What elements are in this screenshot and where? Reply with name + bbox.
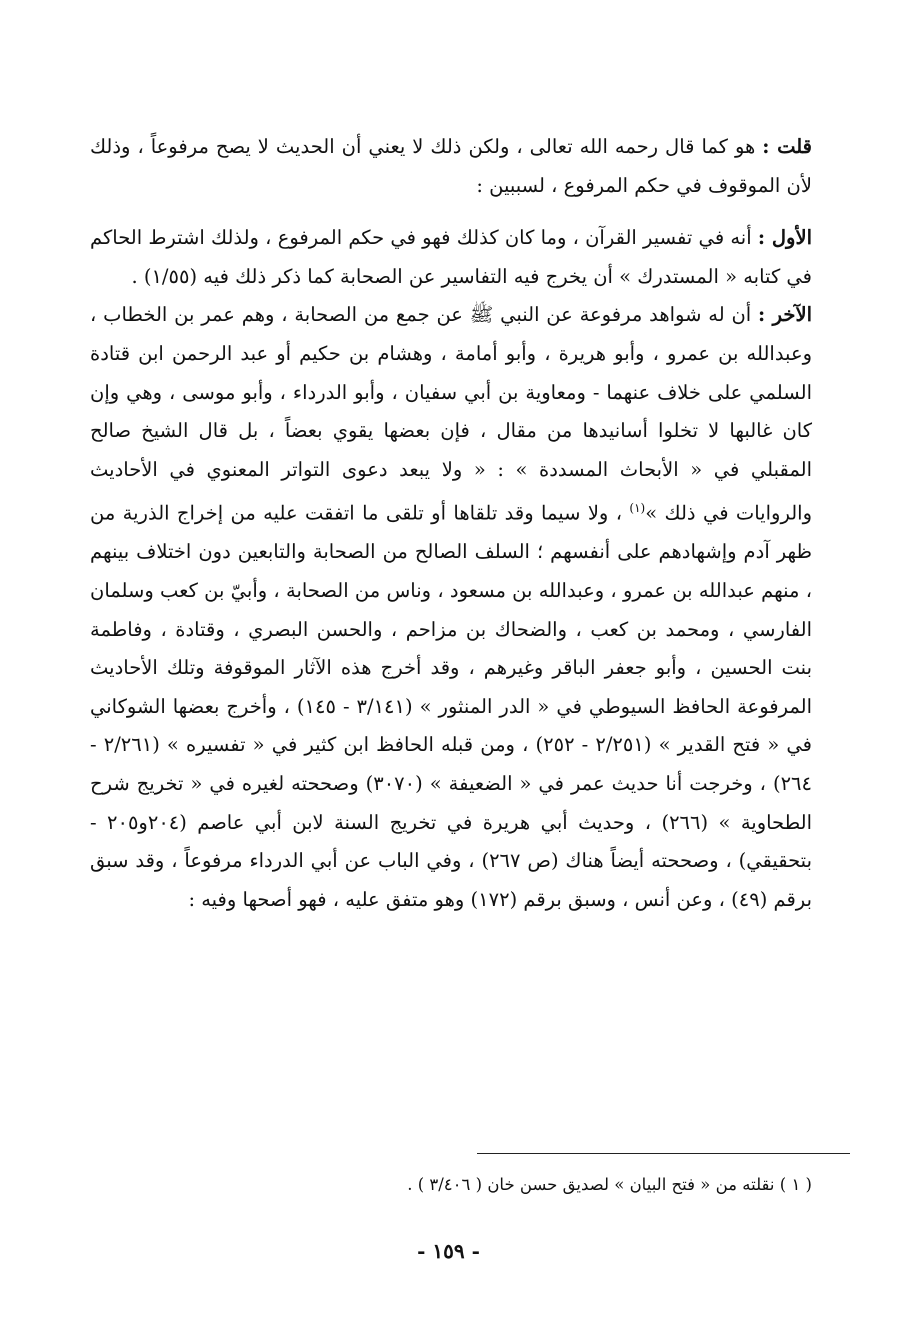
paragraph-2	[90, 219, 812, 296]
paragraph-1-text: هو كما قال رحمه الله تعالى ، ولكن ذلك لا يعني أن الحديث لا يصح مرفوعاً ، وذلك لأن الموقوف في حكم المرفوع ، لسببين :	[90, 135, 812, 197]
paragraph-1-label: قلت :	[762, 135, 812, 158]
paragraph-2-text: أنه في تفسير القرآن ، وما كان كذلك فهو في حكم المرفوع ، ولذلك اشترط الحاكم في كتابه « المستدرك » أن يخرج فيه التفاسير عن الصحابة كما ذكر ذلك فيه (١/٥٥) .	[90, 226, 812, 288]
footnote-separator	[477, 1153, 850, 1154]
footnote: ( ١ ) نقلته من « فتح البيان » لصديق حسن خان ( ٣/٤٠٦ ) .	[407, 1175, 812, 1194]
paragraph-3-text-before-note: أن له شواهد مرفوعة عن النبي ﷺ عن جمع من الصحابة ، وهم عمر بن الخطاب ، وعبدالله بن عمرو ، وأبو هريرة ، وأبو أمامة ، وهشام بن حكيم أو عبد الرحمن ابن قتادة السلمي على خلاف عنهما - ومعاوية بن أبي سفيان ، وأبو الدرداء ، وأبو موسى ، وهي وإن كان غالبها لا تخلوا أسانيدها من مقال ، فإن بعضها يقوي بعضاً ، بل قال الشيخ صالح المقبلي في « الأبحاث المسددة » : « ولا يبعد دعوى التواتر المعنوي في الأحاديث والروايات في ذلك »	[90, 303, 812, 525]
page-number: - ١٥٩ -	[417, 1239, 480, 1263]
main-text	[90, 128, 812, 919]
paragraph-3	[90, 296, 812, 919]
paragraph-2-label: الأول :	[757, 226, 812, 250]
paragraph-1	[90, 128, 812, 205]
paragraph-3-label: الآخر :	[758, 303, 813, 327]
footnote-reference: (١)	[629, 501, 646, 516]
paragraph-3-text-after-note: ، ولا سيما وقد تلقاها أو تلقى ما اتفقت عليه من إخراج الذرية من ظهر آدم وإشهادهم على أنفسهم ؛ السلف الصالح من الصحابة والتابعين دون اختلاف بينهم ، منهم عبدالله بن عمرو ، وعبدالله بن مسعود ، وناس من الصحابة ، وأبيّ بن كعب وسلمان الفارسي ، ومحمد بن كعب ، والضحاك بن مزاحم ، والحسن البصري ، وقتادة ، وفاطمة بنت الحسين ، وأبو جعفر الباقر وغيرهم ، وقد أخرج هذه الآثار الموقوفة وتلك الأحاديث المرفوعة الحافظ السيوطي في « الدر المنثور » (٣/١٤١ - ١٤٥) ، وأخرج بعضها الشوكاني في « فتح القدير » (٢/٢٥١ - ٢٥٢) ، ومن قبله الحافظ ابن كثير في « تفسيره » (٢/٢٦١ - ٢٦٤) ، وخرجت أنا حديث عمر في « الضعيفة » (٣٠٧٠) وصححته لغيره في « تخريج شرح الطحاوية » (٢٦٦) ، وحديث أبي هريرة في تخريج السنة لابن أبي عاصم (٢٠٤و٢٠٥ - بتحقيقي) ، وصححته أيضاً هناك (ص ٢٦٧) ، وفي الباب عن أبي الدرداء مرفوعاً ، وقد سبق برقم (٤٩) ، وعن أنس ، وسبق برقم (١٧٢) وهو متفق عليه ، فهو أصحها وفيه :	[90, 501, 813, 911]
